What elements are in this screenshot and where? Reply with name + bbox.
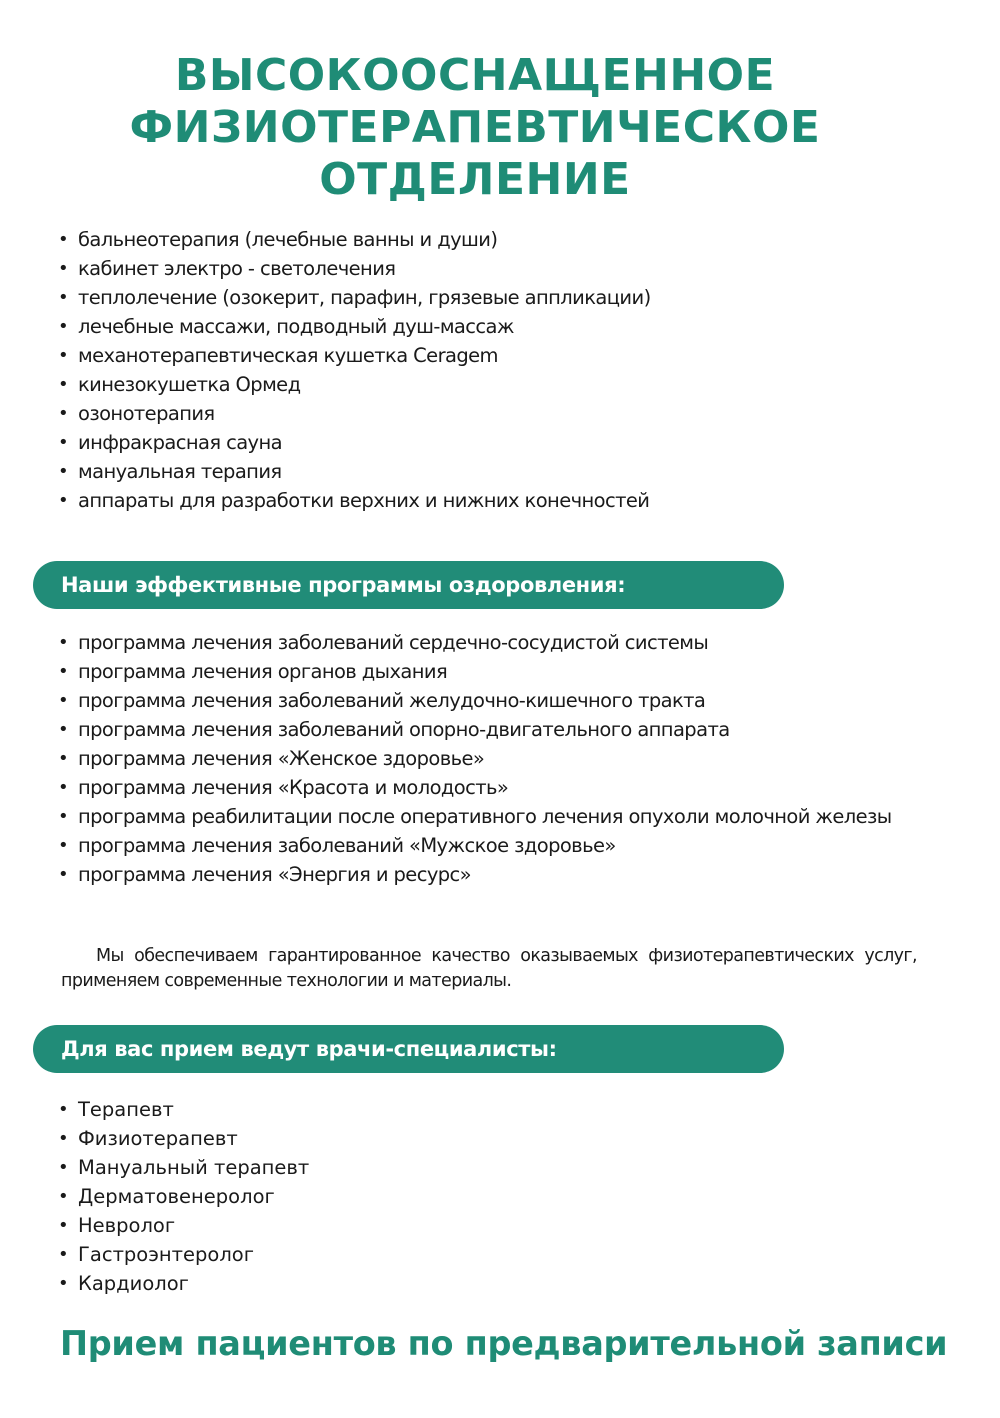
list-item-text: Дерматовенеролог xyxy=(78,1185,275,1208)
bullet-icon: • xyxy=(58,661,69,682)
quality-statement: Мы обеспечиваем гарантированное качество оказываемых физиотерапевтических услуг, применяем современные технологии и материалы. xyxy=(61,945,917,991)
list-item xyxy=(0,370,651,399)
list-item-text: программа лечения заболеваний сердечно-сосудистой системы xyxy=(78,631,709,654)
bullet-icon: • xyxy=(58,864,69,885)
list-item xyxy=(0,1240,309,1269)
bullet-icon: • xyxy=(58,835,69,856)
bullet-icon: • xyxy=(58,432,69,453)
list-item-text: Терапевт xyxy=(78,1098,174,1121)
list-item xyxy=(0,283,651,312)
bullet-icon: • xyxy=(58,1273,69,1294)
list-item-text: механотерапевтическая кушетка Ceragem xyxy=(78,344,498,367)
page-title-line-1: ВЫСОКООСНАЩЕННОЕ xyxy=(174,50,776,101)
list-item-text: кабинет электро - светолечения xyxy=(78,257,396,280)
list-item-text: Мануальный терапевт xyxy=(78,1156,310,1179)
list-item-text: лечебные массажи, подводный душ-массаж xyxy=(78,315,514,338)
list-item-text: аппараты для разработки верхних и нижних конечностей xyxy=(78,489,650,512)
list-item-text: программа лечения «Красота и молодость» xyxy=(78,776,509,799)
list-item-text: программа лечения «Энергия и ресурс» xyxy=(78,863,471,886)
list-item-text: Кардиолог xyxy=(78,1272,189,1295)
bullet-icon: • xyxy=(58,1099,69,1120)
list-item-text: программа лечения заболеваний желудочно-кишечного тракта xyxy=(78,689,706,712)
list-item xyxy=(0,1211,309,1240)
list-item xyxy=(0,225,651,254)
list-item xyxy=(0,399,651,428)
list-item xyxy=(0,341,651,370)
list-item-text: Физиотерапевт xyxy=(78,1127,238,1150)
list-item-text: программа реабилитации после оперативного лечения опухоли молочной железы xyxy=(78,805,892,828)
list-item xyxy=(0,831,892,860)
bullet-icon: • xyxy=(58,316,69,337)
bullet-icon: • xyxy=(58,1186,69,1207)
list-item xyxy=(0,773,892,802)
bullet-icon: • xyxy=(58,719,69,740)
list-item xyxy=(0,254,651,283)
page-title-line-2: ФИЗИОТЕРАПЕВТИЧЕСКОЕ xyxy=(129,102,821,153)
list-item xyxy=(0,860,892,889)
list-item xyxy=(0,428,651,457)
bullet-icon: • xyxy=(58,258,69,279)
list-item xyxy=(0,312,651,341)
bullet-icon: • xyxy=(58,632,69,653)
bullet-icon: • xyxy=(58,748,69,769)
list-item xyxy=(0,744,892,773)
programs-heading-banner: Наши эффективные программы оздоровления: xyxy=(33,561,784,609)
bullet-icon: • xyxy=(58,490,69,511)
programs-list xyxy=(0,628,892,889)
bullet-icon: • xyxy=(58,229,69,250)
list-item-text: кинезокушетка Ормед xyxy=(78,373,301,396)
doctors-heading-banner: Для вас прием ведут врачи-специалисты: xyxy=(33,1025,784,1073)
list-item-text: программа лечения заболеваний «Мужское здоровье» xyxy=(78,834,616,857)
bullet-icon: • xyxy=(58,1157,69,1178)
bullet-icon: • xyxy=(58,777,69,798)
list-item-text: программа лечения «Женское здоровье» xyxy=(78,747,485,770)
list-item xyxy=(0,1153,309,1182)
list-item-text: Гастроэнтеролог xyxy=(78,1243,254,1266)
list-item-text: бальнеотерапия (лечебные ванны и души) xyxy=(78,228,498,251)
list-item xyxy=(0,1124,309,1153)
bullet-icon: • xyxy=(58,806,69,827)
list-item-text: теплолечение (озокерит, парафин, грязевые аппликации) xyxy=(78,286,651,309)
list-item xyxy=(0,457,651,486)
list-item-text: озонотерапия xyxy=(78,402,215,425)
list-item xyxy=(0,1095,309,1124)
list-item xyxy=(0,486,651,515)
bullet-icon: • xyxy=(58,1215,69,1236)
list-item xyxy=(0,628,892,657)
bullet-icon: • xyxy=(58,403,69,424)
bullet-icon: • xyxy=(58,461,69,482)
list-item-text: мануальная терапия xyxy=(78,460,282,483)
bullet-icon: • xyxy=(58,287,69,308)
page-title xyxy=(0,50,950,206)
page-title-line-3: ОТДЕЛЕНИЕ xyxy=(319,154,631,205)
bullet-icon: • xyxy=(58,690,69,711)
list-item-text: инфракрасная сауна xyxy=(78,431,282,454)
list-item xyxy=(0,802,892,831)
list-item xyxy=(0,1269,309,1298)
list-item-text: Невролог xyxy=(78,1214,176,1237)
doctors-list xyxy=(0,1095,309,1298)
bullet-icon: • xyxy=(58,1244,69,1265)
list-item xyxy=(0,686,892,715)
list-item xyxy=(0,1182,309,1211)
bullet-icon: • xyxy=(58,374,69,395)
list-item xyxy=(0,715,892,744)
list-item xyxy=(0,657,892,686)
appointment-notice: Прием пациентов по предварительной записи xyxy=(60,1324,948,1363)
list-item-text: программа лечения органов дыхания xyxy=(78,660,448,683)
equipment-list xyxy=(0,225,651,515)
list-item-text: программа лечения заболеваний опорно-двигательного аппарата xyxy=(78,718,730,741)
bullet-icon: • xyxy=(58,345,69,366)
bullet-icon: • xyxy=(58,1128,69,1149)
